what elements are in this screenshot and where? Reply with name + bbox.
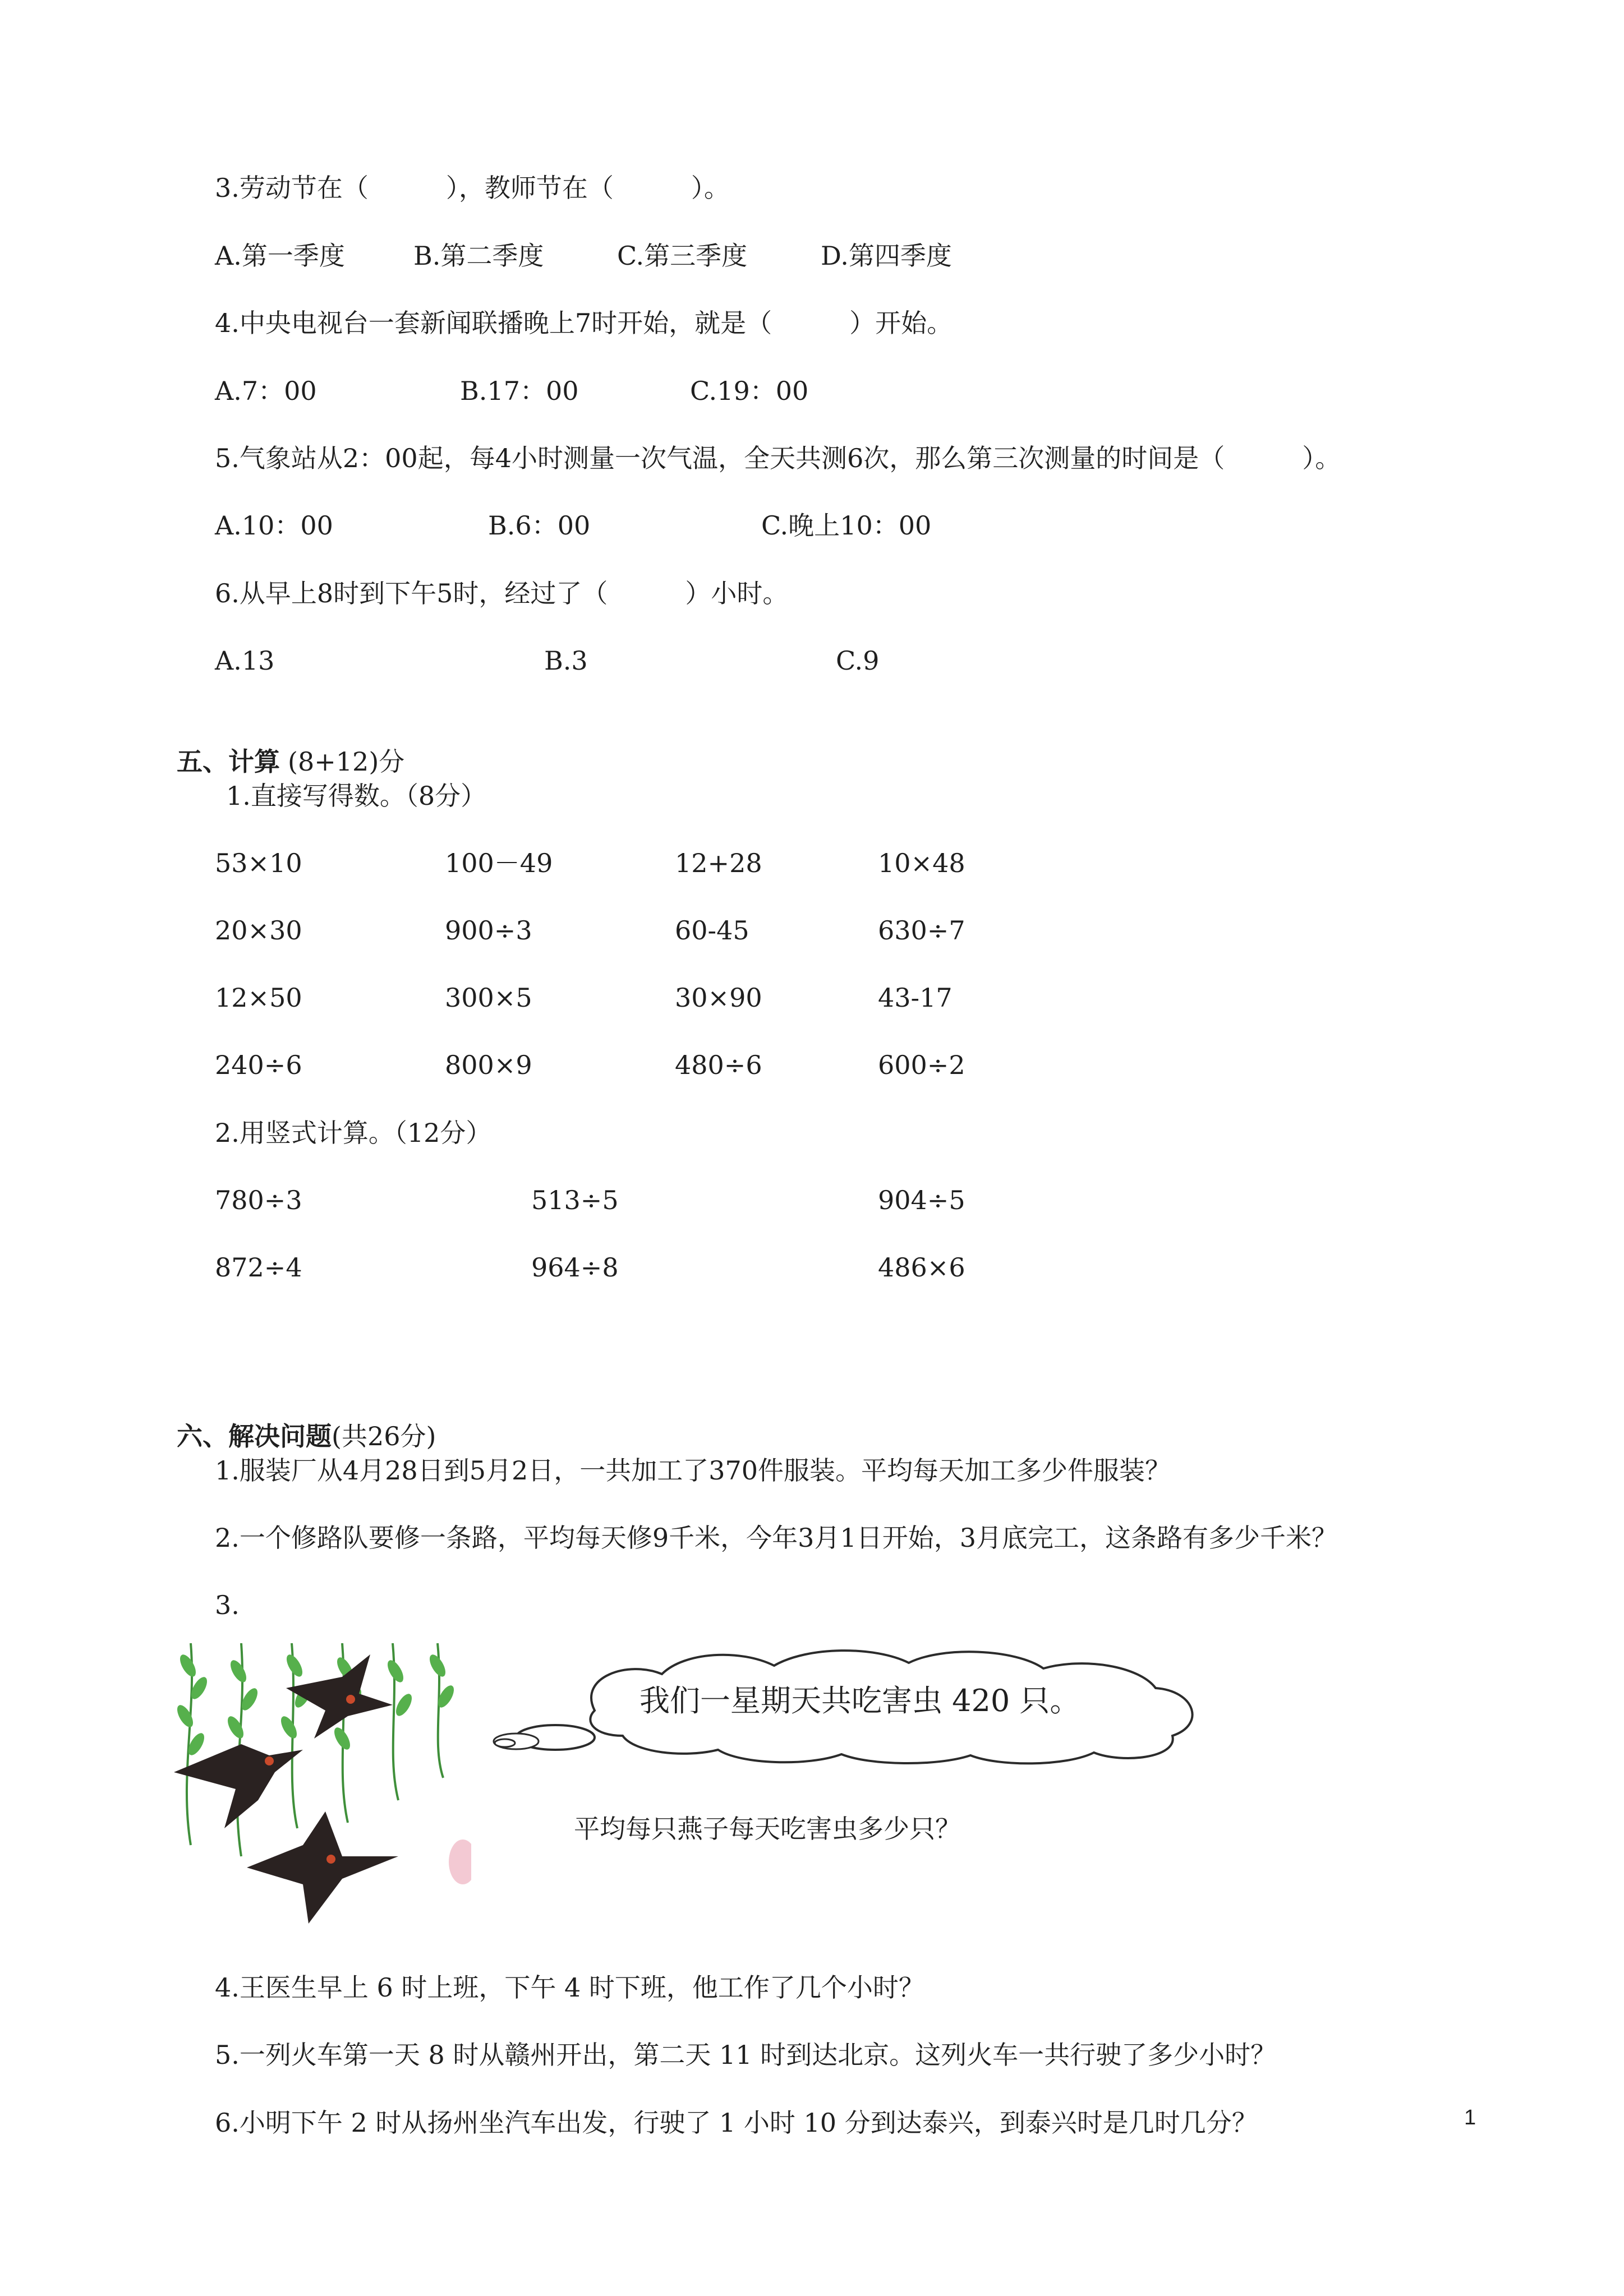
vertical-calc-item: 486×6 xyxy=(878,1252,965,1283)
section-6-heading xyxy=(159,1386,436,1453)
option-4-4-a: A.7：00 xyxy=(215,376,317,406)
problem-4: 4.王医生早上 6 时上班，下午 4 时下班，他工作了几个小时？ xyxy=(215,1972,924,2003)
calc-item: 53×10 xyxy=(215,848,302,878)
option-4-4-c: C.19：00 xyxy=(690,376,809,406)
vertical-calc-item: 904÷5 xyxy=(878,1185,965,1215)
calc-item: 800×9 xyxy=(445,1050,532,1080)
calc-item: 12×50 xyxy=(215,983,302,1013)
calc-item: 480÷6 xyxy=(675,1050,762,1080)
option-4-3-c: C.第三季度 xyxy=(617,241,748,271)
option-4-6-a: A.13 xyxy=(215,646,275,676)
vertical-calc-item: 964÷8 xyxy=(531,1252,619,1283)
calc-item: 10×48 xyxy=(878,848,965,878)
calc-item: 30×90 xyxy=(675,983,762,1013)
section-6-score: (共26分) xyxy=(332,1421,436,1451)
section-5-score: (8+12)分 xyxy=(288,746,405,777)
problem-5: 5.一列火车第一天 8 时从赣州开出，第二天 11 时到达北京。这列火车一共行驶了多少小时？ xyxy=(215,2040,1277,2070)
question-4-4: 4.中央电视台一套新闻联播晚上7时开始，就是（ ）开始。 xyxy=(215,308,953,338)
calc-item: 43-17 xyxy=(878,983,953,1013)
vertical-calc-item: 872÷4 xyxy=(215,1252,302,1283)
calc-item: 900÷3 xyxy=(445,915,532,946)
question-4-3: 3.劳动节在（ ），教师节在（ ）。 xyxy=(215,173,730,203)
calc-item: 60-45 xyxy=(675,915,749,946)
calc-item: 20×30 xyxy=(215,915,302,946)
section-5-title: 五、计算 xyxy=(177,746,280,777)
calc-item: 240÷6 xyxy=(215,1050,302,1080)
option-4-5-a: A.10：00 xyxy=(215,510,333,541)
option-4-3-d: D.第四季度 xyxy=(821,241,952,271)
problem-3-label: 3. xyxy=(215,1590,240,1620)
problem-2: 2.一个修路队要修一条路，平均每天修9千米，今年3月1日开始，3月底完工，这条路有多少千米？ xyxy=(215,1523,1337,1553)
option-4-5-b: B.6：00 xyxy=(488,510,591,541)
vertical-calc-item: 513÷5 xyxy=(531,1185,619,1215)
option-4-4-b: B.17：00 xyxy=(460,376,579,406)
problem-1: 1.服装厂从4月28日到5月2日，一共加工了370件服装。平均每天加工多少件服装？ xyxy=(215,1455,1171,1486)
calc-item: 630÷7 xyxy=(878,915,965,946)
calc-item: 600÷2 xyxy=(878,1050,965,1080)
calc-item: 300×5 xyxy=(445,983,532,1013)
problem-6: 6.小明下午 2 时从扬州坐汽车出发，行驶了 1 小时 10 分到达泰兴，到泰兴时是几时几分？ xyxy=(215,2108,1258,2138)
question-4-6: 6.从早上8时到下午5时，经过了（ ）小时。 xyxy=(215,578,789,608)
page-number: 1 xyxy=(1464,2106,1476,2129)
option-4-3-b: B.第二季度 xyxy=(413,241,544,271)
vertical-calc-item: 780÷3 xyxy=(215,1185,302,1215)
option-4-5-c: C.晚上10：00 xyxy=(761,510,932,541)
option-4-3-a: A.第一季度 xyxy=(215,241,345,271)
option-4-6-b: B.3 xyxy=(544,646,588,676)
section-6-title: 六、解决问题 xyxy=(177,1421,332,1451)
calc-part1-title: 1.直接写得数。（8分） xyxy=(226,781,487,811)
section-5-heading xyxy=(159,711,404,778)
calc-part2-title: 2.用竖式计算。（12分） xyxy=(215,1118,492,1148)
calc-item: 100－49 xyxy=(445,848,553,878)
calc-item: 12+28 xyxy=(675,848,762,878)
cloud-speech-text: 我们一星期天共吃害虫 420 只。 xyxy=(640,1683,1080,1718)
swallows-willow-illustration xyxy=(157,1643,471,1935)
option-4-6-c: C.9 xyxy=(836,646,880,676)
problem-3-question: 平均每只燕子每天吃害虫多少只？ xyxy=(574,1814,961,1844)
question-4-5: 5.气象站从2：00起，每4小时测量一次气温，全天共测6次，那么第三次测量的时间是（ ）。 xyxy=(215,443,1341,473)
